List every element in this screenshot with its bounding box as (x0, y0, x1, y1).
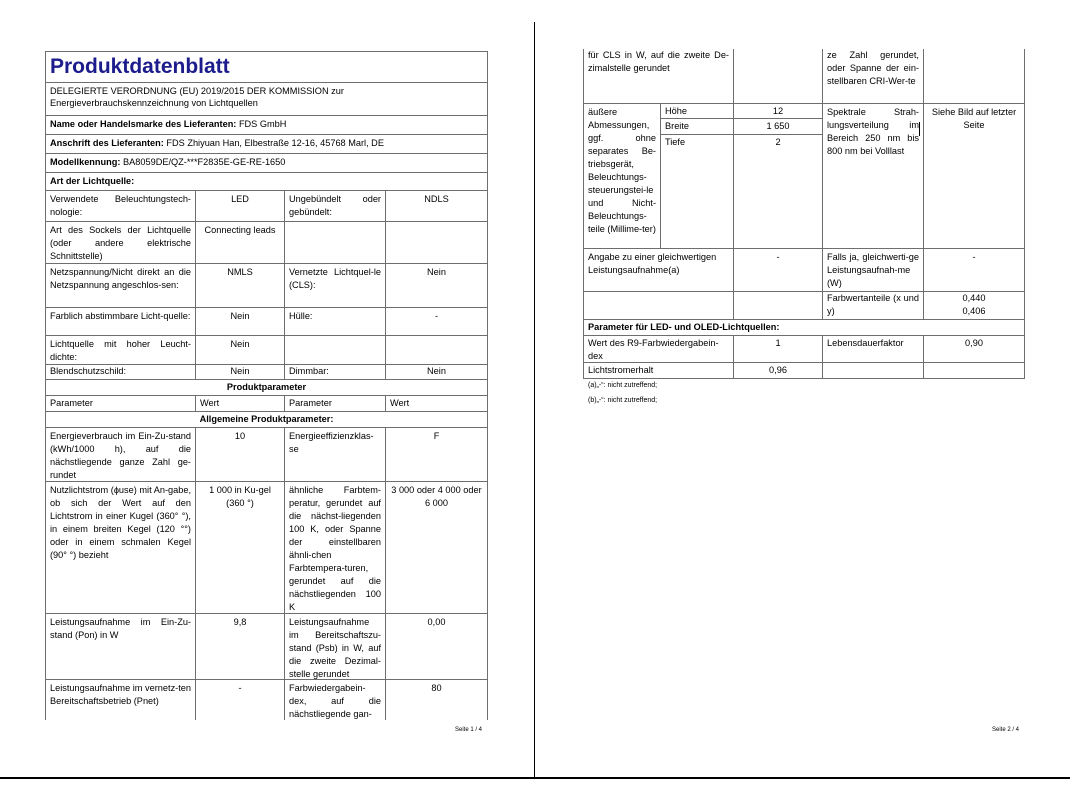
dimensions-row (584, 104, 1024, 249)
type-row: Verwendete Beleuchtungstech-nologie: LED Ungebündelt oder gebündelt: NDLS (46, 191, 487, 222)
regulation-text: DELEGIERTE VERORDNUNG (EU) 2019/2015 DER KOMMISSION zur Energieverbrauchskennzeichnung von Lichtquellen (50, 86, 344, 108)
dim-value-width: 1 650 (734, 119, 822, 135)
supplier-address-label: Anschrift des Lieferanten: (50, 138, 164, 148)
regulation-row (46, 83, 487, 116)
supplier-address-value: FDS Zhiyuan Han, Elbestraße 12-16, 45768 Marl, DE (166, 138, 384, 148)
col-header-value: Wert (195, 396, 284, 411)
equivalent-label: Angabe zu einer gleichwertigen Leistungsaufnahme(a) (588, 252, 717, 275)
dim-name-depth: Tiefe (665, 137, 686, 147)
chromaticity-y: 0,406 (962, 306, 986, 316)
r9-label: Wert des R9-Farbwiedergabein-dex (588, 338, 719, 361)
params-heading: Produktparameter (226, 382, 307, 392)
dim-name-height: Höhe (661, 104, 733, 119)
dim-value-depth: 2 (775, 137, 781, 147)
spectral-label: Spektrale Strah-lungsverteilung im Bereich 250 nm bis 800 nm bei Volllast (822, 104, 923, 248)
page-divider (534, 22, 535, 778)
lifetime-value: 0,90 (923, 336, 1024, 362)
param-row: Leistungsaufnahme im Ein-Zu-stand (Pon) in W 9,8 Leistungsaufnahme im Bereitschaftszu-stand (Psb) in W, auf die zweite Dezimal-stelle gerundet 0,00 (46, 614, 487, 680)
page-2 (536, 0, 1070, 778)
type-row: Farblich abstimmbare Licht-quelle: Nein Hülle: - (46, 308, 487, 336)
datasheet-table-page2 (583, 49, 1025, 379)
led-heading-row (584, 320, 1024, 336)
type-row: Lichtquelle mit hoher Leucht-dichte: Nein (46, 336, 487, 365)
dim-name-width: Breite (661, 119, 733, 135)
model-value: BA8059DE/QZ-***F2835E-GE-RE-1650 (123, 157, 286, 167)
params-heading-row (46, 380, 487, 396)
chromaticity-label: Farbwertanteile (x und y) (822, 292, 923, 319)
flux-value: 0,96 (733, 363, 822, 378)
flux-label: Lichtstromerhalt (588, 365, 654, 375)
supplier-name-row (46, 116, 487, 135)
footnote-a: (a)„-“: nicht zutreffend; (588, 382, 658, 389)
supplier-name-value: FDS GmbH (238, 119, 287, 129)
page-number-1: Seite 1 / 4 (455, 727, 483, 733)
general-heading-row (46, 412, 487, 428)
type-heading: Art der Lichtquelle: (50, 176, 135, 186)
chromaticity-x: 0,440 (962, 293, 986, 303)
supplier-address-row (46, 135, 487, 154)
chromaticity-row (584, 292, 1024, 320)
col-header-parameter-2: Parameter (284, 396, 385, 411)
type-row: Art des Sockels der Lichtquelle (oder andere elektrische Schnittstelle) Connecting leads (46, 222, 487, 264)
r9-row (584, 336, 1024, 363)
text-cursor (919, 122, 920, 136)
footnote-b: (b)„-“: nicht zutreffend; (588, 397, 658, 404)
model-label: Modellkennung: (50, 157, 121, 167)
spectral-value: Siehe Bild auf letzter Seite (923, 104, 1024, 248)
page-1 (0, 0, 534, 778)
equivalent-value: - (733, 249, 822, 291)
lifetime-label: Lebensdauerfaktor (822, 336, 923, 362)
type-row: Blendschutzschild: Nein Dimmbar: Nein (46, 365, 487, 380)
equivalent-power-value: - (923, 249, 1024, 291)
continued-row (584, 49, 1024, 104)
supplier-name-label: Name oder Handelsmarke des Lieferanten: (50, 119, 237, 129)
type-row: Netzspannung/Nicht direkt an die Netzspannung angeschlos-sen: NMLS Vernetzte Lichtquel-le (CLS): Nein (46, 264, 487, 308)
dimensions-label: äußere Abmessungen, ggf. ohne separates Be-triebsgerät, Beleuchtungs-steuerungstei-le und Nicht-Beleuchtungs-teile (Millime-ter) (588, 107, 656, 234)
equivalent-power-label: Falls ja, gleichwerti-ge Leistungsaufnah-me (W) (822, 249, 923, 291)
equivalent-power-row (584, 249, 1024, 292)
param-row: Energieverbrauch im Ein-Zu-stand (kWh/1000 h), auf die nächstliegende ganze Zahl ge-rundet 10 Energieeffizienzklas-se F (46, 428, 487, 482)
dim-value-height: 12 (734, 104, 822, 119)
params-header-row (46, 396, 487, 412)
type-heading-row (46, 173, 487, 191)
col-header-parameter: Parameter (50, 398, 93, 408)
page-title: Produktdatenblatt (50, 55, 230, 78)
r9-value: 1 (733, 336, 822, 362)
param-row: Leistungsaufnahme im vernetz-ten Bereitschaftsbetrieb (Pnet) - Farbwiedergabein-dex, auf die nächstliegende gan- 80 (46, 680, 487, 720)
col-header-value-2: Wert (385, 396, 487, 411)
title-row (46, 52, 487, 83)
continued-right: ze Zahl gerundet, oder Spanne der ein-stellbaren CRI-Wer-te (822, 49, 923, 103)
continued-left: für CLS in W, auf die zweite De-zimalstelle gerundet (588, 50, 729, 73)
led-params-heading: Parameter für LED- und OLED-Lichtquellen: (588, 322, 780, 332)
flux-row (584, 363, 1024, 379)
page-number-2: Seite 2 / 4 (992, 727, 1020, 733)
model-row (46, 154, 487, 173)
datasheet-table-page1 (45, 51, 488, 720)
general-params-heading: Allgemeine Produktparameter: (199, 414, 334, 424)
param-row: Nutzlichtstrom (ɸuse) mit An-gabe, ob sich der Wert auf den Lichtstrom in einer Kugel (360° °), in einem breiten Kegel (120 °°) oder in einem schmalen Kegel (90° °) bezieht 1 000 in Ku-gel (360 °) ähnliche Farbtem-peratur, gerundet auf die nächst-liegenden 100 K, oder Spanne der einstellbaren ähnli-chen Farbtempera-turen, gerundet auf die nächstliegenden 100 K 3 000 oder 4 000 oder 6 000 (46, 482, 487, 614)
